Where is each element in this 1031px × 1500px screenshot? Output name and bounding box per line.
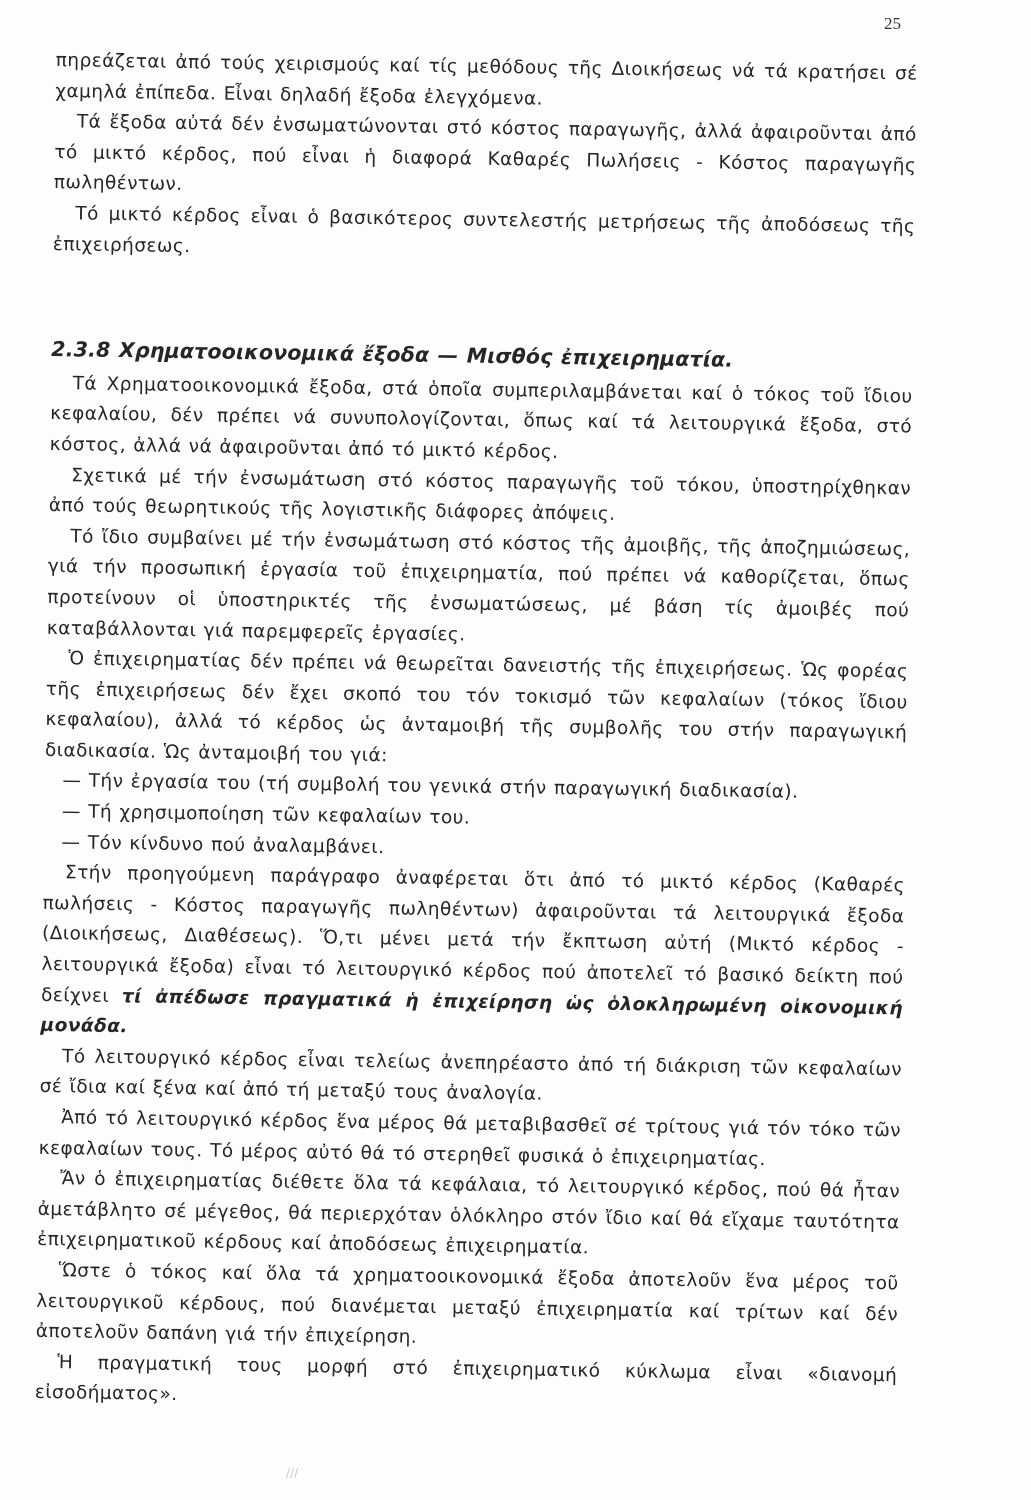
- section-heading: 2.3.8 Χρηματοοικονομικά ἔξοδα — Μισθός ἐπιχειρηματία.: [51, 337, 734, 372]
- paragraph: Τά Χρηματοοικονομικά ἔξοδα, στά ὁποῖα συμπεριλαμβάνεται καί ὁ τόκος τοῦ ἴδιου κεφαλαίου, δέν πρέπει νά συνυπολογίζονται, ὅπως καί τά λειτουργικά ἔξοδα, στό κόστος, ἀλλά νά ἀφαιροῦνται ἀπό τό μικτό κέρδος.: [49, 373, 913, 463]
- paragraph: Σχετικά μέ τήν ἐνσωμάτωση στό κόστος παραγωγῆς τοῦ τόκου, ὑποστηρίχθηκαν ἀπό τούς θεωρητικούς τῆς λογιστικῆς διάφορες ἀπόψεις.: [48, 464, 912, 525]
- emphasized-text: τί ἀπέδωσε πραγματικά ἡ ἐπιχείρηση ὡς ὁλοκληρωμένη οἰκονομική μονάδα.: [40, 985, 904, 1038]
- paragraph: Ὥστε ὁ τόκος καί ὅλα τά χρηματοοικονομικά ἔξοδα ἀποτελοῦν ἕνα μέρος τοῦ λειτουργικοῦ κέρδους, πού διανέμεται μεταξύ ἐπιχειρηματία καί τρίτων καί δέν ἀποτελοῦν δαπάνη γιά τήν ἐπιχείρηση.: [35, 1260, 899, 1348]
- paragraph: Τό ἴδιο συμβαίνει μέ τήν ἐνσωμάτωση στό κόστος τῆς ἀμοιβῆς, τῆς ἀποζημιώσεως, γιά τήν προσωπική ἐργασία τοῦ ἐπιχειρηματία, πού πρέπει νά καθορίζεται, ὅπως προτείνουν οἱ ὑποστηρικτές τῆς ἐνσωματώσεως, μέ βάση τίς ἀμοιβές πού καταβάλλονται γιά παρεμφερεῖς ἐργασίες.: [46, 526, 911, 646]
- paragraph: Τά ἔξοδα αὐτά δέν ἐνσωματώνονται στό κόστος παραγωγῆς, ἀλλά ἀφαιροῦνται ἀπό τό μικτό κέρδος, πού εἶναι ἡ διαφορά Καθαρές Πωλήσεις - Κόστος παραγωγῆς πωληθέντων.: [53, 111, 917, 196]
- list-item: — Τόν κίνδυνο πού ἀναλαμβάνει.: [61, 831, 385, 858]
- paragraph: Ἀπό τό λειτουργικό κέρδος ἕνα μέρος θά μεταβιβασθεῖ σέ τρίτους γιά τόν τόκο τῶν κεφαλαίων τους. Τό μέρος αὐτό θά τό στερηθεῖ φυσικά ὁ ἐπιχειρηματίας.: [38, 1107, 902, 1170]
- paragraph: Ὁ ἐπιχειρηματίας δέν πρέπει νά θεωρεῖται δανειστής τῆς ἐπιχειρήσεως. Ὡς φορέας τῆς ἐπιχειρήσεως δέν ἔχει σκοπό του τόν τοκισμό τῶν κεφαλαίων (τόκος ἴδιου κεφαλαίου), ἀλλά τό κέρδος ὡς ἀνταμοιβή τῆς συμβολῆς του στήν παραγωγική διαδικασία. Ὡς ἀνταμοιβή του γιά:: [44, 648, 909, 767]
- list-item: — Τή χρησιμοποίηση τῶν κεφαλαίων του.: [61, 801, 471, 829]
- scan-speck: ///: [286, 1466, 299, 1480]
- paragraph: πηρεάζεται ἀπό τούς χειρισμούς καί τίς μεθόδους τῆς Διοικήσεως νά τά κρατήσει σέ χαμηλά ἐπίπεδα. Εἶναι δηλαδή ἔξοδα ἐλεγχόμενα.: [55, 49, 918, 110]
- paragraph: Τό λειτουργικό κέρδος εἶναι τελείως ἀνεπηρέαστο ἀπό τή διάκριση τῶν κεφαλαίων σέ ἴδια καί ξένα καί ἀπό τή μεταξύ τους ἀναλογία.: [39, 1046, 903, 1106]
- paragraph: Τό μικτό κέρδος εἶναι ὁ βασικότερος συντελεστής μετρήσεως τῆς ἀποδόσεως τῆς ἐπιχειρήσεως.: [52, 203, 916, 257]
- list-item: — Τήν ἐργασία του (τή συμβολή του γενικά στήν παραγωγική διαδικασία).: [62, 770, 799, 804]
- page-number: 25: [884, 14, 901, 33]
- paragraph-operating-profit: [40, 858, 905, 1055]
- page-body: [35, 46, 918, 1422]
- paragraph-text: Στήν προηγούμενη παράγραφο ἀναφέρεται ὅτι ἀπό τό μικτό κέρδος (Καθαρές πωλήσεις - Κόστος παραγωγῆς πωληθέντων) ἀφαιροῦνται τά λειτουργικά ἔξοδα (Διοικήσεως, Διαθέσεως). Ὅ,τι μένει μετά τήν ἔκπτωση αὐτή (Μικτό κέρδος - λειτουργικά ἔξοδα) εἶναι τό λειτουργικό κέρδος πού ἀποτελεῖ τό βασικό δείκτη πού δείχνει: [40, 862, 906, 1007]
- paragraph: Ἄν ὁ ἐπιχειρηματίας διέθετε ὅλα τά κεφάλαια, τό λειτουργικό κέρδος, πού θά ἦταν ἀμετάβλητο σέ μέγεθος, θά περιερχόταν ὁλόκληρο στόν ἴδιο καί θά εἴχαμε ταυτότητα ἐπιχειρηματικοῦ κέρδους καί ἀποδόσεως ἐπιχειρηματία.: [37, 1168, 901, 1259]
- paragraph: Ἡ πραγματική τους μορφή στό ἐπιχειρηματικό κύκλωμα εἶναι «διανομή εἰσοδήματος».: [34, 1351, 898, 1406]
